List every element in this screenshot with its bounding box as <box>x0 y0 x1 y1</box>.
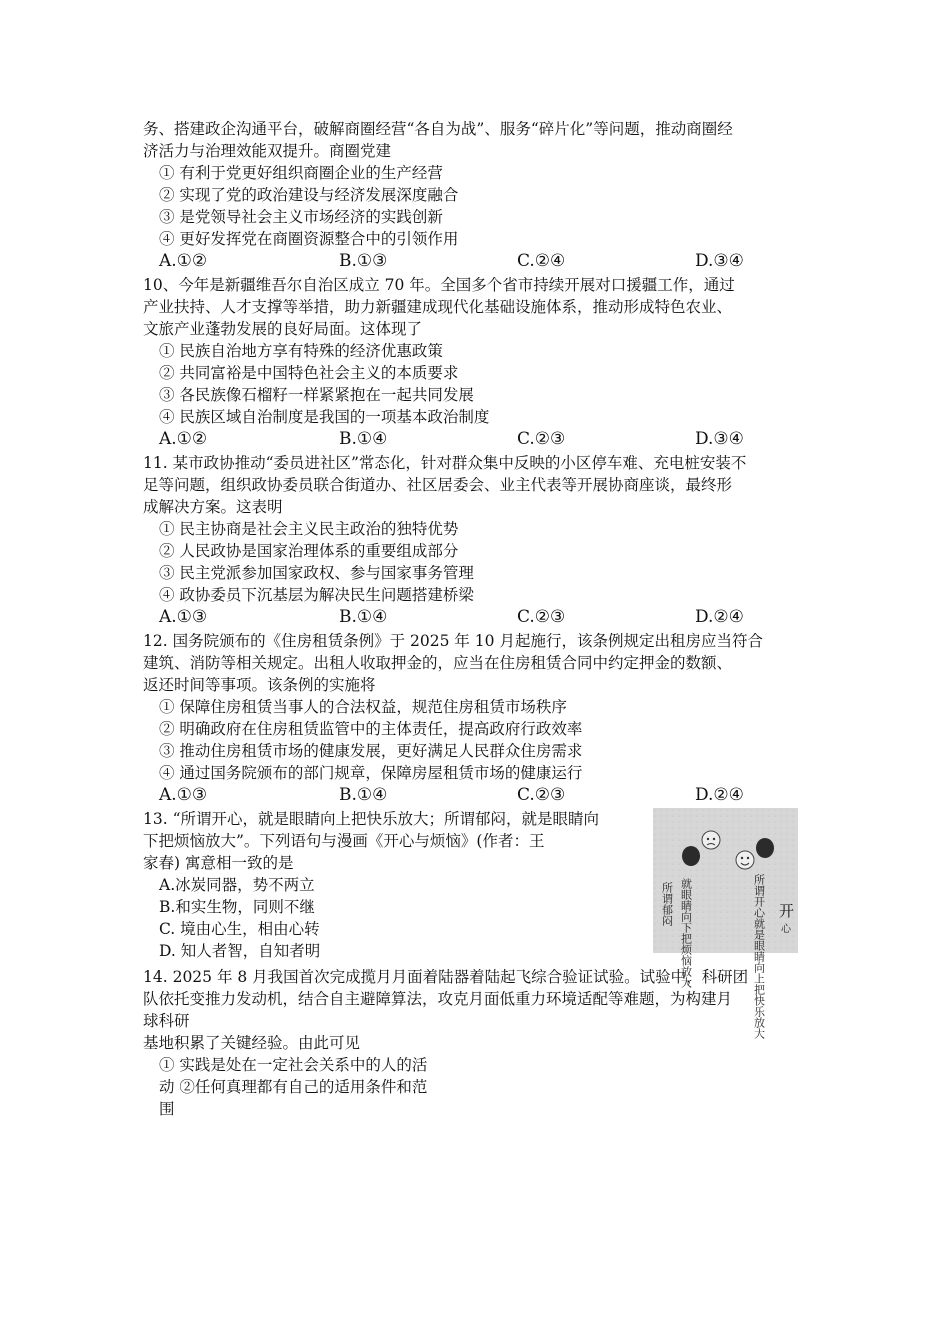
q12-stem-line-1: 12. 国务院颁布的《住房租赁条例》于 2025 年 10 月起施行，该条例规定出租房应当符合 <box>143 632 763 650</box>
q13-option-c[interactable]: C. 境由心生，相由心转 <box>159 920 320 938</box>
q12-stem-line-3: 返还时间等事项。该条例的实施将 <box>143 676 376 694</box>
q11-answer-a[interactable]: A.①③ <box>159 607 208 627</box>
q9-answer-d[interactable]: D.③④ <box>695 251 744 271</box>
q10-answer-c[interactable]: C.②③ <box>517 429 566 449</box>
q10-option-2: ② 共同富裕是中国特色社会主义的本质要求 <box>159 364 459 382</box>
q11-option-1: ① 民主协商是社会主义民主政治的独特优势 <box>159 520 459 538</box>
q14-stem-line-2: 队依托变推力发动机，结合自主避障算法，攻克月面低重力环境适配等难题，为构建月 <box>143 990 733 1008</box>
q14-stem-line-3: 球科研 <box>143 1012 190 1030</box>
q9-answer-c[interactable]: C.②④ <box>517 251 566 271</box>
question-10 <box>143 274 808 452</box>
q10-option-3: ③ 各民族像石榴籽一样紧紧抱在一起共同发展 <box>159 386 474 404</box>
q9-stem-line-1: 务、搭建政企沟通平台，破解商圈经营“各自为战”、服务“碎片化”等问题，推动商圈经 <box>143 120 733 138</box>
q10-stem-line-2: 产业扶持、人才支撑等举措，助力新疆建成现代化基础设施体系，推动形成特色农业、 <box>143 298 733 316</box>
q11-option-2: ② 人民政协是国家治理体系的重要组成部分 <box>159 542 459 560</box>
q14-stem-line-1: 14. 2025 年 8 月我国首次完成揽月月面着陆器着陆起飞综合验证试验。试验中，科研团 <box>143 968 749 986</box>
q12-answer-c[interactable]: C.②③ <box>517 785 566 805</box>
q12-option-4: ④ 通过国务院颁布的部门规章，保障房屋租赁市场的健康运行 <box>159 764 583 782</box>
q9-answer-b[interactable]: B.①③ <box>339 251 388 271</box>
q9-answers <box>143 250 808 274</box>
q13-stem-line-2: 下把烦恼放大”。下列语句与漫画《开心与烦恼》(作者：王 <box>143 832 545 850</box>
question-12 <box>143 630 808 808</box>
cartoon-text-left: 所谓郁闷 <box>660 882 674 926</box>
q9-option-3: ③ 是党领导社会主义市场经济的实践创新 <box>159 208 443 226</box>
q14-option-line-2: 动 ②任何真理都有自己的适用条件和范 <box>159 1078 428 1096</box>
q10-answer-b[interactable]: B.①④ <box>339 429 388 449</box>
figure-sad-head <box>682 846 700 866</box>
q9-stem-line-2: 济活力与治理效能双提升。商圈党建 <box>143 142 392 160</box>
q13-option-a[interactable]: A.冰炭同器，势不两立 <box>159 876 315 894</box>
q13-stem-line-1: 13. “所谓开心，就是眼睛向上把快乐放大；所谓郁闷，就是眼睛向 <box>143 810 600 828</box>
q11-stem-line-2: 足等问题，组织政协委员联合街道办、社区居委会、业主代表等开展协商座谈，最终形 <box>143 476 733 494</box>
q13-option-d[interactable]: D. 知人者智，自知者明 <box>159 942 321 960</box>
q12-option-1: ① 保障住房租赁当事人的合法权益，规范住房租赁市场秩序 <box>159 698 567 716</box>
q10-answer-d[interactable]: D.③④ <box>695 429 744 449</box>
q14-stem-line-4: 基地积累了关键经验。由此可见 <box>143 1034 361 1052</box>
q11-stem-line-1: 11. 某市政协推动“委员进社区”常态化，针对群众集中反映的小区停车难、充电桩安装不 <box>143 454 747 472</box>
q9-answer-a[interactable]: A.①② <box>159 251 208 271</box>
q10-answers <box>143 428 808 452</box>
q10-option-4: ④ 民族区域自治制度是我国的一项基本政治制度 <box>159 408 490 426</box>
cartoon-text-kai: 开 <box>779 902 795 920</box>
q10-stem-line-3: 文旅产业蓬勃发展的良好局面。这体现了 <box>143 320 423 338</box>
q10-option-1: ① 民族自治地方享有特殊的经济优惠政策 <box>159 342 443 360</box>
q11-stem-line-3: 成解决方案。这表明 <box>143 498 283 516</box>
q11-option-4: ④ 政协委员下沉基层为解决民生问题搭建桥梁 <box>159 586 474 604</box>
q9-option-2: ② 实现了党的政治建设与经济发展深度融合 <box>159 186 459 204</box>
q12-answer-a[interactable]: A.①③ <box>159 785 208 805</box>
q9-option-1: ① 有利于党更好组织商圈企业的生产经营 <box>159 164 443 182</box>
q12-option-3: ③ 推动住房租赁市场的健康发展，更好满足人民群众住房需求 <box>159 742 583 760</box>
figure-happy-mask <box>736 851 754 869</box>
q11-answer-b[interactable]: B.①④ <box>339 607 388 627</box>
cartoon-text-right: 所谓开心就是眼睛向上把快乐放大 <box>752 874 766 1039</box>
q11-option-3: ③ 民主党派参加国家政权、参与国家事务管理 <box>159 564 474 582</box>
q9-option-4: ④ 更好发挥党在商圈资源整合中的引领作用 <box>159 230 459 248</box>
q10-stem-line-1: 10、今年是新疆维吾尔自治区成立 70 年。全国多个省市持续开展对口援疆工作，通过 <box>143 276 735 294</box>
q14-option-line-1: ① 实践是处在一定社会关系中的人的活 <box>159 1056 428 1074</box>
q12-answer-d[interactable]: D.②④ <box>695 785 744 805</box>
q12-option-2: ② 明确政府在住房租赁监管中的主体责任，提高政府行政效率 <box>159 720 583 738</box>
q11-answer-c[interactable]: C.②③ <box>517 607 566 627</box>
q13-stem-line-3: 家春) 寓意相一致的是 <box>143 854 294 872</box>
q14-option-line-3: 围 <box>159 1100 175 1118</box>
cartoon-text-mid: 就眼睛向下把烦恼放大 <box>679 878 693 988</box>
figure-happy-head <box>756 838 774 858</box>
exam-page <box>143 118 808 1120</box>
q12-stem-line-2: 建筑、消防等相关规定。出租人收取押金的，应当在住房租赁合同中约定押金的数额、 <box>143 654 733 672</box>
q11-answers <box>143 606 808 630</box>
question-14 <box>143 966 808 1120</box>
figure-sad-mask <box>702 831 720 849</box>
q11-answer-d[interactable]: D.②④ <box>695 607 744 627</box>
question-9 <box>143 118 808 274</box>
q13-option-b[interactable]: B.和实生物，同则不继 <box>159 898 315 916</box>
question-11 <box>143 452 808 630</box>
q12-answer-b[interactable]: B.①④ <box>339 785 388 805</box>
q12-answers <box>143 784 808 808</box>
cartoon-text-xin: 心 <box>781 924 791 935</box>
cartoon-image <box>653 808 798 1039</box>
q10-answer-a[interactable]: A.①② <box>159 429 208 449</box>
